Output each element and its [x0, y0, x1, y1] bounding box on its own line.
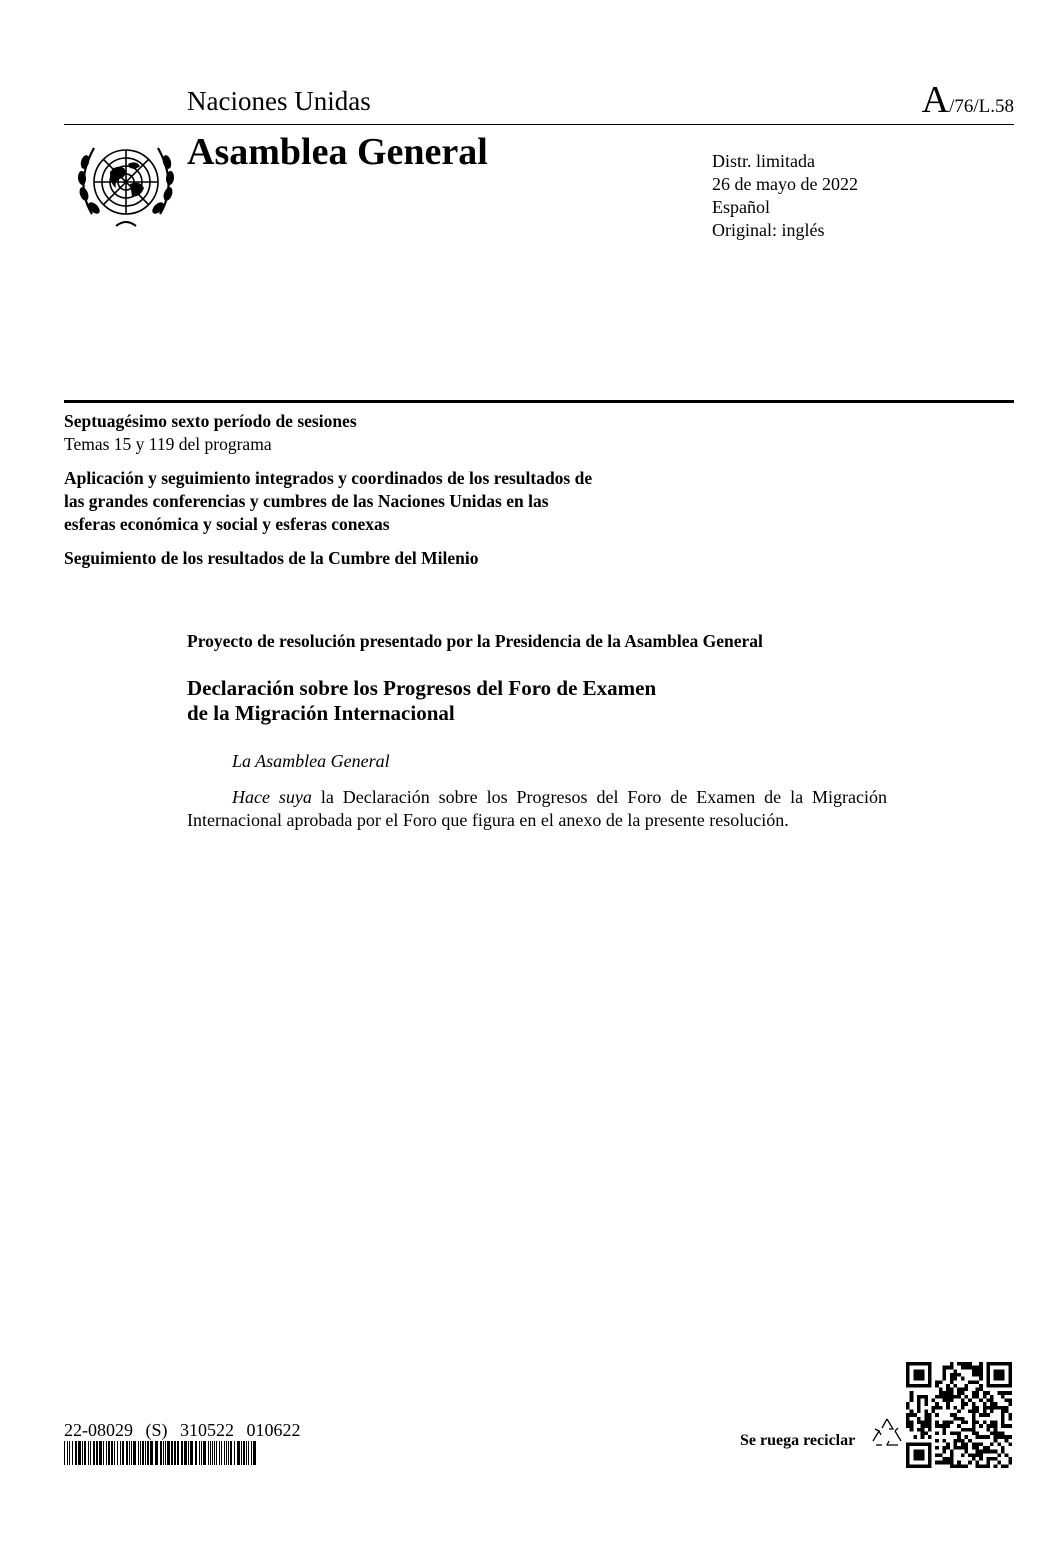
recycle-icon: [868, 1414, 906, 1452]
recycle-label: Se ruega reciclar: [740, 1432, 856, 1449]
original-language: Original: inglés: [712, 220, 825, 240]
un-emblem-icon: [70, 134, 182, 234]
section-rule: [64, 400, 1014, 403]
operative-verb: Hace suya: [232, 787, 312, 807]
session-title: Septuagésimo sexto período de sesiones: [64, 411, 357, 431]
barcode-icon: [64, 1441, 260, 1465]
agenda-items: Temas 15 y 119 del programa: [64, 434, 272, 454]
symbol-letter: A: [921, 79, 950, 121]
resolution-title-line-2: de la Migración Internacional: [187, 701, 455, 725]
document-language: Español: [712, 197, 770, 217]
document-symbol: [922, 78, 1014, 122]
agenda-item-title-1: Aplicación y seguimiento integrados y coordinados de los resultados de las grandes conferencias y cumbres de las Naciones Unidas en las esferas económica y social y esferas conexas: [64, 468, 593, 534]
preamble: La Asamblea General: [232, 751, 390, 771]
operative-text: la Declaración sobre los Progresos del Foro de Examen de la Migración Internacional aprobada por el Foro que figura en el anexo de la presente resolución.: [187, 787, 887, 830]
symbol-number: /76/L.58: [949, 96, 1014, 117]
operative-paragraph: [187, 786, 887, 832]
header-rule: [64, 124, 1014, 125]
agenda-block: [64, 410, 604, 570]
resolution-title-line-1: Declaración sobre los Progresos del Foro de Examen: [187, 676, 657, 700]
issue-date: 310522: [180, 1420, 234, 1440]
job-number: 22-08029 (S): [64, 1420, 168, 1440]
qr-code-icon: [906, 1362, 1012, 1468]
distribution-type: Distr. limitada: [712, 151, 815, 171]
agenda-item-title-2: Seguimiento de los resultados de la Cumbre del Milenio: [64, 548, 479, 568]
organization-name: Naciones Unidas: [187, 86, 371, 116]
job-number-line: [64, 1420, 301, 1441]
document-date: 26 de mayo de 2022: [712, 174, 858, 194]
distribution-block: [712, 150, 858, 242]
assembly-title: Asamblea General: [187, 131, 488, 173]
sponsor-line: Proyecto de resolución presentado por la Presidencia de la Asamblea General: [187, 631, 763, 651]
resolution-title: [187, 676, 787, 726]
print-date: 010622: [246, 1420, 301, 1440]
